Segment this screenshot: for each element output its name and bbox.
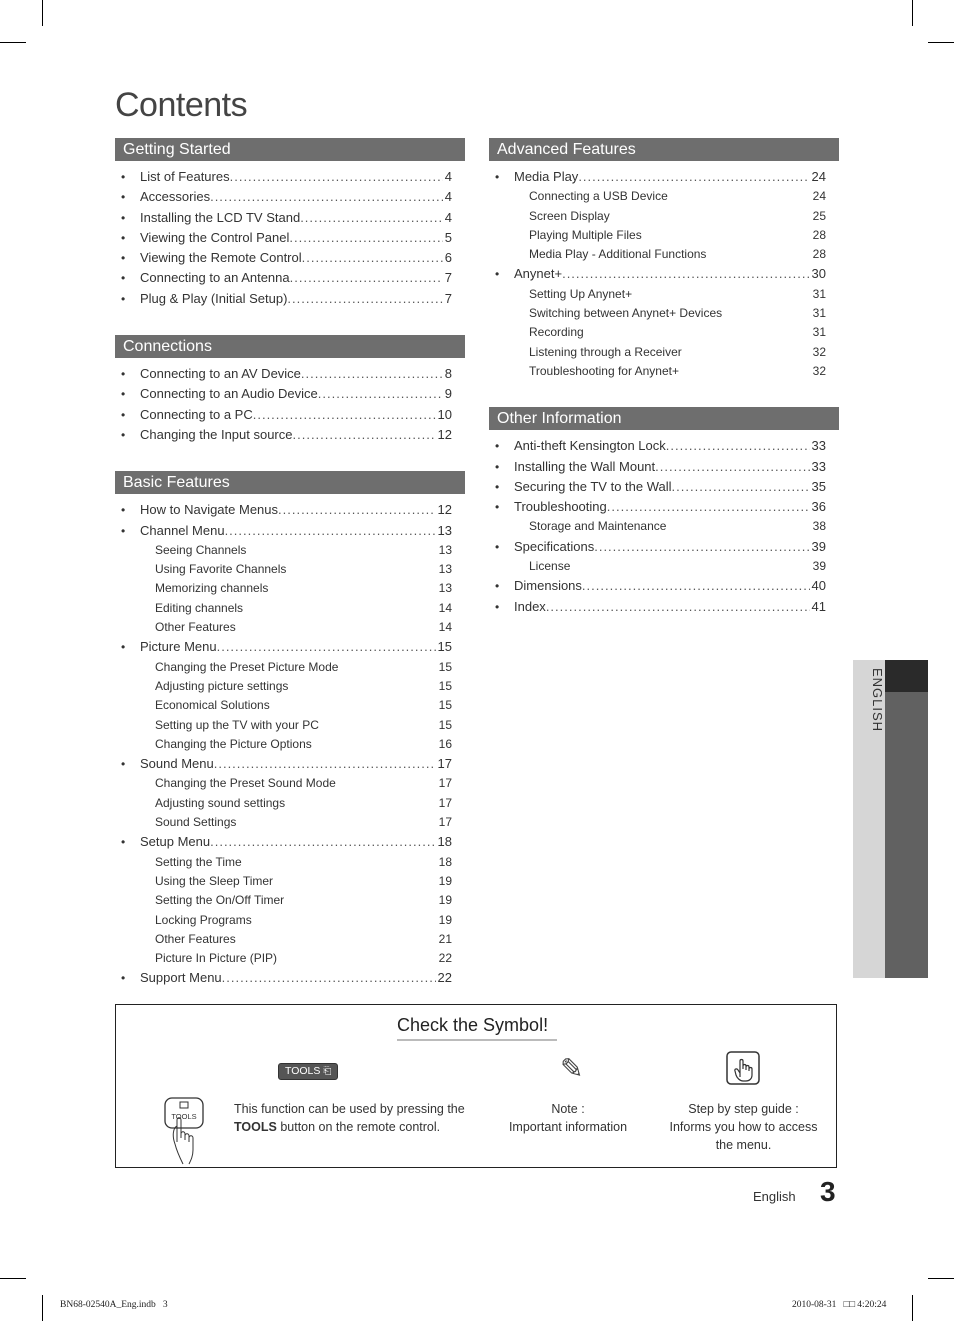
toc-entry-page: 15: [438, 717, 452, 732]
toc-entry-page: 40: [811, 578, 826, 594]
toc-entry[interactable]: [489, 537, 839, 557]
toc-entry[interactable]: [115, 754, 465, 774]
toc-subentry[interactable]: [489, 245, 839, 264]
title-underline: [397, 1039, 557, 1041]
toc-entry[interactable]: [115, 425, 465, 445]
dot-leader: [318, 384, 443, 404]
section-heading: Other Information: [489, 407, 839, 430]
toc-entry-page: 25: [812, 208, 826, 223]
toc-entry-label: • Connecting to an Audio Device: [140, 386, 318, 402]
toc-entry-label: Media Play - Additional Functions: [529, 247, 707, 262]
dot-leader: [230, 167, 443, 187]
crop-mark: [912, 0, 913, 26]
note-line-1: Note :: [551, 1102, 585, 1116]
dot-leader: [293, 425, 436, 445]
crop-mark: [912, 1295, 913, 1321]
toc-entry-page: 39: [812, 559, 826, 574]
tools-desc-text-2: button on the remote control.: [276, 1120, 441, 1134]
toc-entry-label: • Specifications: [514, 538, 595, 554]
toc-entry-label: • Channel Menu: [140, 522, 225, 538]
toc-entry-label: • Dimensions: [514, 578, 582, 594]
toc-entry-label: • Connecting to an Antenna: [140, 270, 290, 286]
dot-leader: [546, 597, 810, 617]
toc-entry-page: 6: [444, 250, 452, 266]
dot-leader: [578, 167, 809, 187]
toc-entry-page: 15: [437, 639, 452, 655]
toc-entry-page: 19: [438, 873, 452, 888]
toc-entry[interactable]: [115, 228, 465, 248]
toc-entry-label: Connecting a USB Device: [529, 189, 668, 204]
side-tab-marker: [885, 660, 928, 692]
toc-entry-page: 31: [812, 306, 826, 321]
dot-leader: [290, 268, 443, 288]
toc-entry-label: Economical Solutions: [155, 698, 270, 713]
toc-entry-page: 9: [444, 386, 452, 402]
toc-entry-page: 22: [437, 970, 452, 986]
check-symbol-title: Check the Symbol!: [397, 1015, 549, 1035]
toc-entry-page: 16: [438, 736, 452, 751]
toc-entry-page: 31: [812, 286, 826, 301]
toc-entry-page: 17: [437, 756, 452, 772]
toc-entry-label: • Viewing the Remote Control: [140, 250, 302, 266]
toc-entry-page: 19: [438, 893, 452, 908]
toc-entry-label: Changing the Picture Options: [155, 736, 312, 751]
toc-entry[interactable]: [489, 576, 839, 596]
toc-entry-page: 36: [811, 499, 826, 515]
check-symbol-box: [115, 1004, 837, 1168]
toc-subentry[interactable]: [115, 677, 465, 696]
toc-right-column: [489, 138, 839, 643]
toc-entry-page: 17: [438, 795, 452, 810]
toc-section: [115, 335, 465, 445]
section-heading: Basic Features: [115, 471, 465, 494]
toc-entry[interactable]: [489, 477, 839, 497]
toc-entry-label: • Anti-theft Kensington Lock: [514, 438, 666, 454]
dot-leader: [289, 228, 442, 248]
step-line-2: Informs you how to access: [669, 1120, 818, 1134]
tools-desc-text: This function can be used by pressing the: [234, 1102, 465, 1116]
crop-mark: [0, 42, 26, 43]
crop-mark: [928, 42, 954, 43]
tools-badge: [278, 1063, 338, 1080]
page-title: Contents: [115, 86, 248, 124]
toc-subentry[interactable]: [115, 716, 465, 735]
dot-leader: [301, 364, 443, 384]
toc-entry-label: Troubleshooting for Anynet+: [529, 363, 679, 378]
toc-entry-label: Using the Sleep Timer: [155, 873, 274, 888]
dot-leader: [253, 405, 436, 425]
toc-entry-label: Locking Programs: [155, 912, 252, 927]
toc-subentry[interactable]: [489, 304, 839, 323]
dot-leader: [562, 264, 809, 284]
toc-entry-label: Editing channels: [155, 600, 244, 615]
toc-entry-label: Switching between Anynet+ Devices: [529, 306, 723, 321]
toc-entry-label: • Connecting to a PC: [140, 406, 253, 422]
toc-entry-label: Recording: [529, 325, 584, 340]
toc-entry-label: License: [529, 559, 571, 574]
step-line-3: the menu.: [715, 1138, 772, 1152]
toc-subentry[interactable]: [115, 911, 465, 930]
toc-subentry[interactable]: [115, 813, 465, 832]
section-heading: Connections: [115, 335, 465, 358]
toc-entry-page: 35: [811, 478, 826, 494]
toc-entry-label: • Setup Menu: [140, 834, 211, 850]
toc-section: [115, 471, 465, 988]
toc-entry-page: 24: [812, 189, 826, 204]
toc-entry-page: 8: [444, 366, 452, 382]
toc-subentry[interactable]: [115, 774, 465, 793]
toc-entry-page: 13: [437, 522, 452, 538]
note-line-2: Important information: [508, 1120, 628, 1134]
toc-entry-label: Picture In Picture (PIP): [155, 951, 278, 966]
toc-subentry[interactable]: [489, 343, 839, 362]
toc-entry[interactable]: [115, 405, 465, 425]
dot-leader: [607, 497, 810, 517]
dot-leader: [210, 187, 443, 207]
dot-leader: [287, 289, 442, 309]
side-tab-dark-strip: [885, 660, 928, 978]
dot-leader: [666, 436, 810, 456]
toc-entry-label: • Installing the Wall Mount: [514, 458, 656, 474]
toc-entry-page: 18: [438, 854, 452, 869]
footer-page-number: 3: [820, 1176, 836, 1207]
tools-description: [234, 1100, 494, 1136]
toc-subentry[interactable]: [489, 323, 839, 342]
toc-subentry[interactable]: [115, 560, 465, 579]
toc-entry-label: Screen Display: [529, 208, 610, 223]
toc-entry-label: • Securing the TV to the Wall: [514, 478, 672, 494]
toc-entry-label: • Installing the LCD TV Stand: [140, 209, 301, 225]
toc-entry-label: Sound Settings: [155, 815, 237, 830]
toc-entry[interactable]: [489, 436, 839, 456]
remote-tools-button-icon: [161, 1096, 207, 1171]
remote-button-label: TOOLS: [171, 1112, 197, 1121]
toc-entry[interactable]: [115, 208, 465, 228]
toc-entry-page: 33: [811, 438, 826, 454]
toc-subentry[interactable]: [115, 853, 465, 872]
crop-mark: [928, 1278, 954, 1279]
toc-entry-page: 4: [444, 189, 452, 205]
toc-entry[interactable]: [115, 268, 465, 288]
toc-entry-label: • Changing the Input source: [140, 426, 293, 442]
toc-entry-label: • Plug & Play (Initial Setup): [140, 290, 288, 306]
toc-entry-page: 15: [438, 659, 452, 674]
toc-entry-label: • Support Menu: [140, 970, 222, 986]
toc-subentry[interactable]: [115, 579, 465, 598]
step-guide-hand-icon: [726, 1051, 760, 1090]
step-description: [656, 1100, 831, 1154]
dot-leader: [217, 637, 436, 657]
toc-entry[interactable]: [489, 167, 839, 187]
toc-entry-label: • Picture Menu: [140, 639, 217, 655]
side-tab-label: ENGLISH: [870, 668, 885, 733]
toc-subentry[interactable]: [115, 658, 465, 677]
toc-entry-page: 13: [438, 542, 452, 557]
toc-subentry[interactable]: [115, 599, 465, 618]
toc-entry-page: 28: [812, 227, 826, 242]
toc-entry-page: 5: [444, 229, 452, 245]
toc-entry[interactable]: [489, 497, 839, 517]
toc-entry-page: 7: [444, 270, 452, 286]
toc-section: [489, 407, 839, 617]
toc-entry-label: Memorizing channels: [155, 581, 269, 596]
section-heading: Advanced Features: [489, 138, 839, 161]
toc-entry-label: Other Features: [155, 931, 236, 946]
dot-leader: [278, 500, 436, 520]
toc-entry-label: Changing the Preset Sound Mode: [155, 776, 336, 791]
toc-entry-page: 12: [437, 426, 452, 442]
dot-leader: [582, 576, 810, 596]
toc-entry-page: 13: [438, 562, 452, 577]
toc-entry-label: Setting Up Anynet+: [529, 286, 633, 301]
toc-subentry[interactable]: [115, 696, 465, 715]
toc-entry-page: 13: [438, 581, 452, 596]
toc-subentry[interactable]: [489, 362, 839, 381]
toc-subentry[interactable]: [115, 735, 465, 754]
toc-subentry[interactable]: [115, 949, 465, 968]
toc-section: [115, 138, 465, 309]
toc-entry-page: 19: [438, 912, 452, 927]
side-tab-light-strip: [853, 660, 885, 978]
print-slug-date: 2010-08-31 □□ 4:20:24: [792, 1300, 887, 1310]
dot-leader: [214, 754, 436, 774]
toc-entry-page: 41: [811, 598, 826, 614]
toc-subentry[interactable]: [489, 226, 839, 245]
language-side-tab: [853, 660, 928, 978]
print-slug-file: BN68-02540A_Eng.indb 3: [60, 1300, 168, 1310]
dot-leader: [302, 248, 443, 268]
toc-subentry[interactable]: [115, 541, 465, 560]
toc-entry-label: Seeing Channels: [155, 542, 247, 557]
toc-entry[interactable]: [115, 289, 465, 309]
toc-entry-page: 18: [437, 834, 452, 850]
toc-entry-page: 32: [812, 363, 826, 378]
toc-entry-label: Adjusting sound settings: [155, 795, 286, 810]
toc-entry-label: • Troubleshooting: [514, 499, 607, 515]
toc-entry-page: 17: [438, 776, 452, 791]
toc-entry-page: 4: [444, 169, 452, 184]
toc-subentry[interactable]: [115, 891, 465, 910]
toc-subentry[interactable]: [115, 794, 465, 813]
toc-entry[interactable]: [115, 167, 465, 187]
toc-subentry[interactable]: [489, 517, 839, 536]
toc-entry[interactable]: [489, 457, 839, 477]
crop-mark: [42, 1295, 43, 1321]
toc-entry-label: • Connecting to an AV Device: [140, 366, 301, 382]
toc-entry-page: 15: [438, 678, 452, 693]
dot-leader: [594, 537, 809, 557]
toc-entry-label: Listening through a Receiver: [529, 344, 682, 359]
toc-entry-label: • List of Features: [140, 169, 230, 184]
toc-entry-label: Using Favorite Channels: [155, 562, 287, 577]
toc-entry-page: 32: [812, 344, 826, 359]
toc-entry-page: 4: [444, 209, 452, 225]
toc-entry-label: Setting the On/Off Timer: [155, 893, 285, 908]
toc-subentry[interactable]: [489, 207, 839, 226]
dot-leader: [655, 457, 809, 477]
tools-desc-bold: TOOLS: [234, 1120, 277, 1134]
section-heading: Getting Started: [115, 138, 465, 161]
toc-entry[interactable]: [115, 248, 465, 268]
toc-entry-label: Setting up the TV with your PC: [155, 717, 319, 732]
toc-entry-page: 7: [444, 290, 452, 306]
toc-entry-page: 33: [811, 458, 826, 474]
crop-mark: [42, 0, 43, 26]
toc-subentry[interactable]: [115, 872, 465, 891]
toc-entry-label: Storage and Maintenance: [529, 519, 667, 534]
note-description: [488, 1100, 648, 1136]
toc-entry[interactable]: [115, 384, 465, 404]
toc-entry-page: 28: [812, 247, 826, 262]
toc-entry-page: 14: [438, 620, 452, 635]
step-line-1: Step by step guide :: [688, 1102, 799, 1116]
toc-entry-page: 21: [438, 931, 452, 946]
dot-leader: [222, 968, 436, 988]
toc-entry[interactable]: [115, 500, 465, 520]
toc-entry-page: 14: [438, 600, 452, 615]
toc-entry-label: • Sound Menu: [140, 756, 214, 772]
toc-entry[interactable]: [115, 187, 465, 207]
toc-entry-page: 31: [812, 325, 826, 340]
toc-left-column: [115, 138, 465, 1015]
toc-subentry[interactable]: [489, 285, 839, 304]
toc-entry-page: 39: [811, 538, 826, 554]
toc-entry-label: • How to Navigate Menus: [140, 502, 279, 518]
toc-entry[interactable]: [489, 597, 839, 617]
toc-entry-label: Adjusting picture settings: [155, 678, 289, 693]
toc-entry-label: Setting the Time: [155, 854, 242, 869]
toc-entry-label: Playing Multiple Files: [529, 227, 642, 242]
toc-subentry[interactable]: [115, 930, 465, 949]
note-pencil-icon: ✎: [560, 1053, 584, 1084]
toc-entry[interactable]: [115, 832, 465, 852]
toc-entry[interactable]: [115, 637, 465, 657]
toc-entry-page: 15: [438, 698, 452, 713]
toc-subentry[interactable]: [489, 557, 839, 576]
dot-leader: [210, 832, 435, 852]
toc-entry-page: 24: [811, 169, 826, 184]
toc-entry-page: 30: [811, 266, 826, 282]
footer-language: English: [753, 1189, 796, 1204]
toc-section: [489, 138, 839, 381]
toc-entry-label: • Media Play: [514, 169, 579, 184]
toc-entry-label: Changing the Preset Picture Mode: [155, 659, 339, 674]
toc-entry-page: 12: [437, 502, 452, 518]
dot-leader: [300, 208, 443, 228]
toc-subentry[interactable]: [115, 618, 465, 637]
toc-entry[interactable]: [115, 968, 465, 988]
toc-subentry[interactable]: [489, 187, 839, 206]
toc-entry-label: • Index: [514, 598, 546, 614]
toc-entry-label: • Accessories: [140, 189, 211, 205]
crop-mark: [0, 1278, 26, 1279]
dot-leader: [672, 477, 810, 497]
toc-entry-page: 22: [438, 951, 452, 966]
dot-leader: [225, 521, 436, 541]
toc-entry-label: • Anynet+: [514, 266, 563, 282]
tools-menu-icon: ⎗: [323, 1066, 332, 1077]
toc-entry[interactable]: [115, 521, 465, 541]
toc-entry[interactable]: [115, 364, 465, 384]
toc-entry-label: • Viewing the Control Panel: [140, 229, 290, 245]
toc-entry-page: 17: [438, 815, 452, 830]
toc-entry-page: 10: [437, 406, 452, 422]
toc-entry-label: Other Features: [155, 620, 236, 635]
toc-entry[interactable]: [489, 264, 839, 284]
toc-entry-page: 38: [812, 519, 826, 534]
tools-badge-label: TOOLS: [285, 1065, 321, 1077]
